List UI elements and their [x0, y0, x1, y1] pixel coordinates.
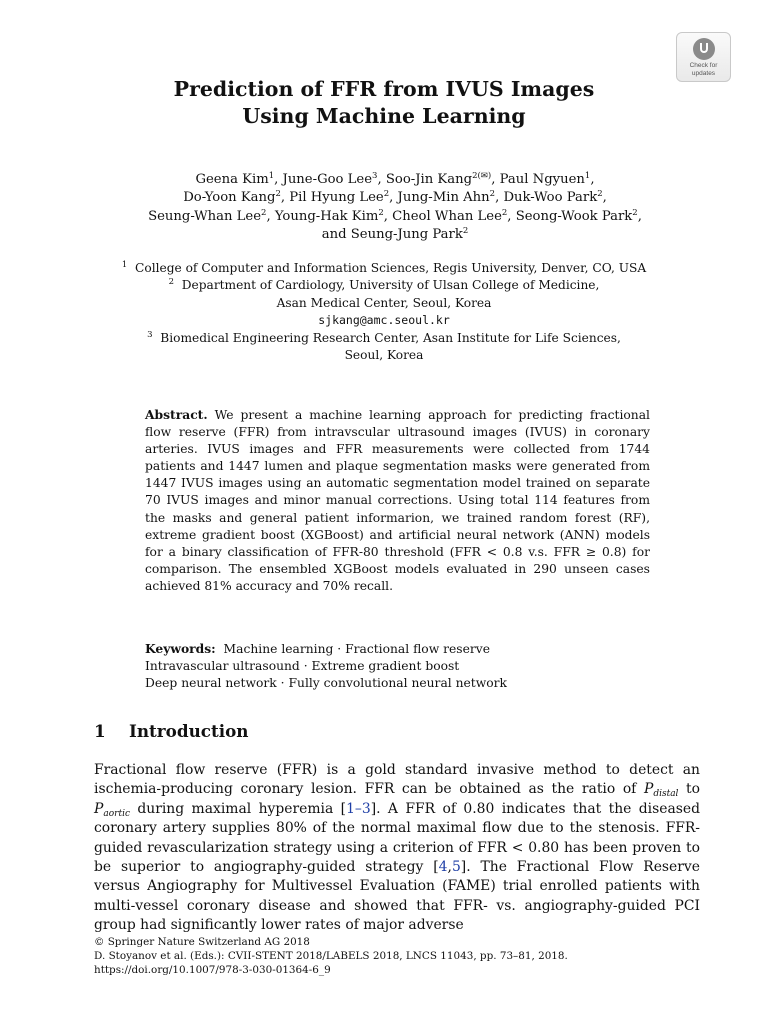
doi-link[interactable]: https://doi.org/10.1007/978-3-030-01364-6_9 [94, 964, 331, 976]
email-link[interactable]: sjkang@amc.seoul.kr [318, 313, 450, 328]
abstract-label: Abstract. [145, 407, 208, 422]
affiliation-2-cont: Asan Medical Center, Seoul, Korea [276, 295, 492, 310]
keywords [145, 640, 650, 692]
copyright-line: © Springer Nature Switzerland AG 2018 [94, 936, 310, 948]
paper-title [0, 76, 768, 130]
section-number: 1 [94, 721, 106, 741]
title-line-1: Prediction of FFR from IVUS Images [173, 77, 595, 101]
affiliations [0, 260, 768, 364]
abstract-text: We present a machine learning approach for predicting fractional flow reserve (FFR) from intravscular ultrasound images (IVUS) in coronary arteries. IVUS images and FFR measurements were collected from 1744 patients and 1447 lumen and plaque segmentation masks were generated from 1447 IVUS images using an automatic segmentation model trained on separate 70 IVUS images and minor manual corrections. Using total 114 features from the masks and general patient informarion, we trained random forest (RF), extreme gradient boost (XGBoost) and artificial neural network (ANN) models for a binary classification of FFR-80 threshold (FFR < 0.8 v.s. FFR ≥ 0.8) for comparison. The ensembled XGBoost models evaluated in 290 unseen cases achieved 81% accuracy and 70% recall. [145, 408, 650, 593]
author-line-1: Geena Kim$^1$, June-Goo Lee$^3$, Soo-Jin Kang$^{2(✉)}$, Paul Ngyuen$^1$, [195, 171, 595, 187]
intro-paragraph: Fractional flow reserve (FFR) is a gold standard invasive method to detect an ischemia-producing coronary lesion. FFR can be obtained as the ratio of $P_{distal}$ to $P_{aortic}$ during maximal hyperemia [1–3]. A FFR of 0.80 indicates that the diseased coronary artery supplies 80% of the normal maximal flow due to the stenosis. FFR-guided revascularization strategy using a criterion of FFR < 0.80 has been proven to be superior to angiography-guided strategy [4,5]. The Fractional Flow Reserve versus Angiography for Multivessel Evaluation (FAME) trial enrolled patients with multi-vessel coronary disease and showed that FFR- vs. angiography-guided PCI group had significantly lower rates of major adverse [94, 762, 700, 934]
check-for-updates-badge[interactable] [676, 32, 731, 82]
author-line-2: Do-Yoon Kang$^2$, Pil Hyung Lee$^2$, Jung-Min Ahn$^2$, Duk-Woo Park$^2$, [183, 189, 607, 206]
keywords-line-3: Deep neural network · Fully convolutional neural network [145, 676, 508, 691]
section-heading [94, 721, 249, 741]
title-line-2: Using Machine Learning [242, 104, 526, 128]
citation-link[interactable]: 1–3 [346, 800, 371, 817]
citation-line: D. Stoyanov et al. (Eds.): CVII-STENT 2018/LABELS 2018, LNCS 11043, pp. 73–81, 2018. [94, 950, 568, 962]
citation-link[interactable]: 4 [438, 859, 448, 876]
abstract [145, 406, 650, 595]
affiliation-1: $^1$ College of Computer and Information Sciences, Regis University, Denver, CO, USA [121, 260, 647, 275]
affiliation-3-cont: Seoul, Korea [344, 348, 424, 363]
copyright-footer [94, 935, 568, 977]
badge-label: Check for updates [689, 62, 718, 77]
author-list [0, 171, 768, 244]
keywords-line-2: Intravascular ultrasound · Extreme gradient boost [145, 659, 460, 674]
author-line-4: and Seung-Jung Park$^2$ [321, 225, 469, 242]
citation-link[interactable]: 5 [451, 859, 461, 876]
author-line-3: Seung-Whan Lee$^2$, Young-Hak Kim$^2$, Cheol Whan Lee$^2$, Seong-Wook Park$^2$, [148, 207, 642, 224]
affiliation-3: $^3$ Biomedical Engineering Research Center, Asan Institute for Life Sciences, [147, 329, 621, 345]
keywords-line-1: Keywords: Machine learning · Fractional flow reserve [145, 641, 490, 656]
crossmark-icon [693, 38, 715, 60]
keywords-label: Keywords: [145, 641, 216, 656]
section-title: Introduction [129, 721, 249, 741]
affiliation-2: $^2$ Department of Cardiology, University of Ulsan College of Medicine, [168, 277, 600, 293]
